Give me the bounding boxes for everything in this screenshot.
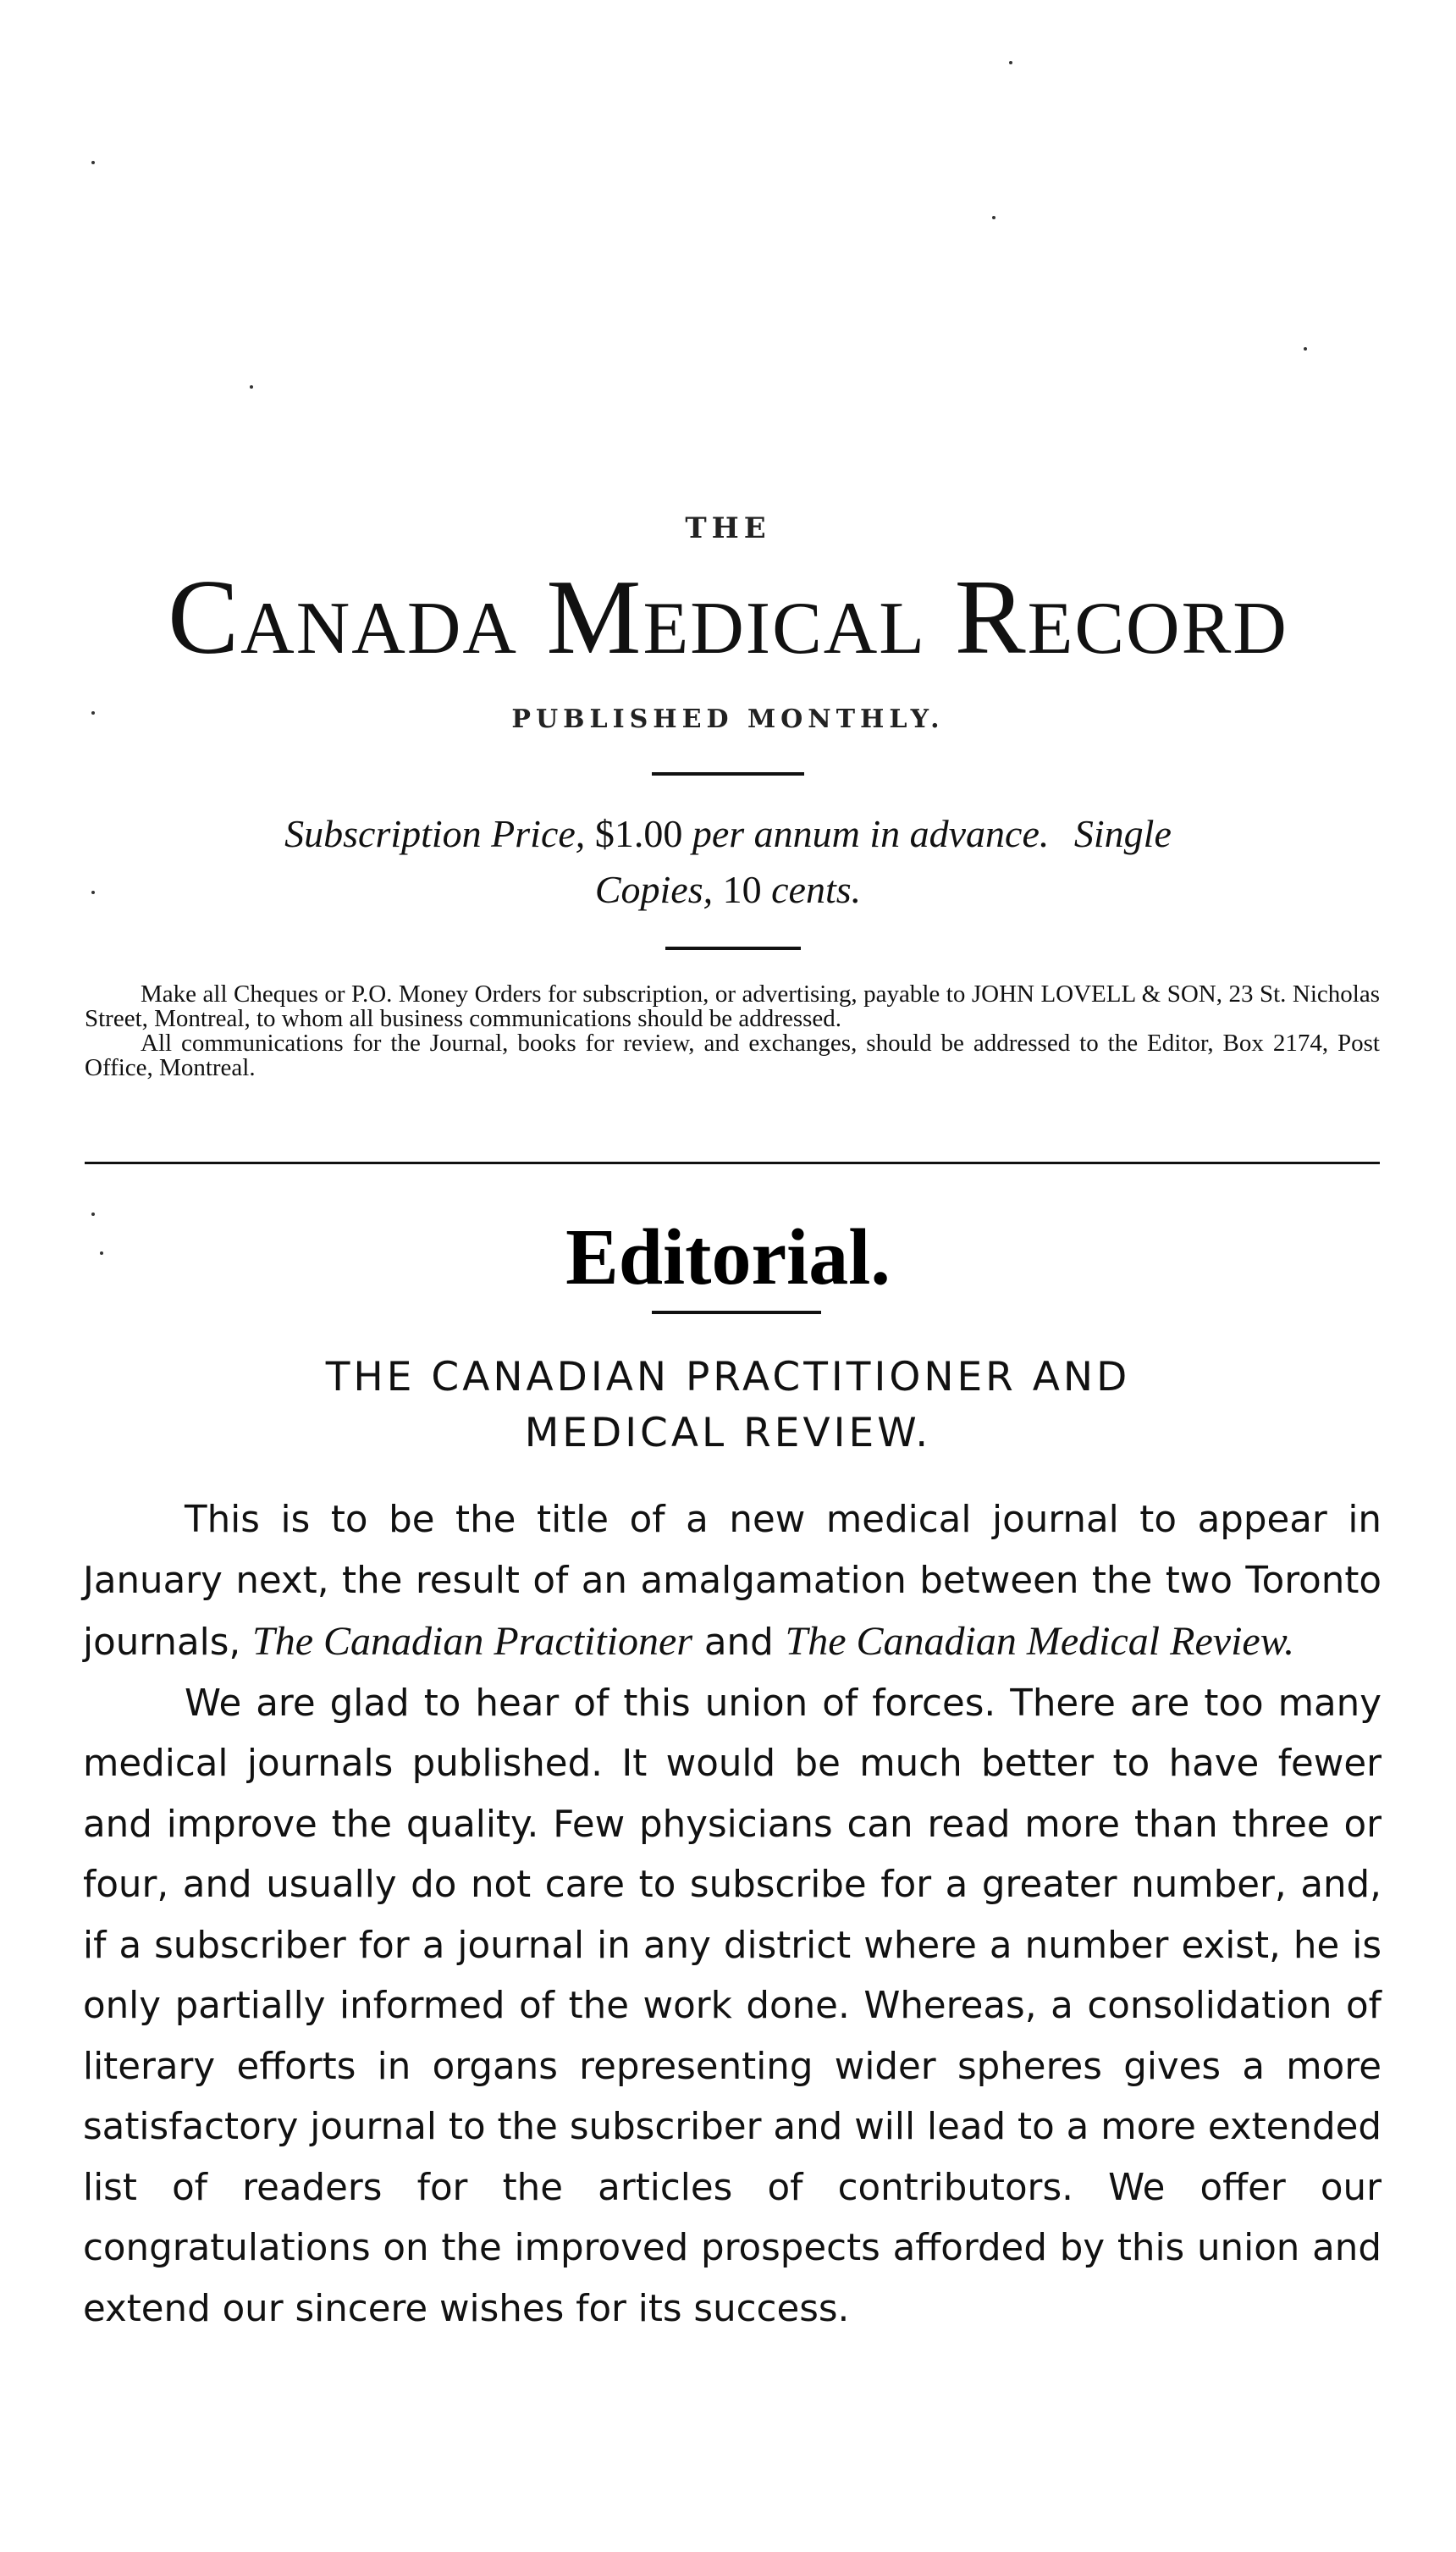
article-title — [127, 1350, 1329, 1461]
subscription-terms: per annum in advance. — [692, 812, 1050, 855]
divider-rule — [652, 1311, 821, 1314]
print-speck — [992, 216, 995, 219]
body-paragraph — [83, 1490, 1382, 1674]
business-notice — [85, 982, 1380, 1080]
single-label: Single — [1073, 812, 1172, 855]
section-title: Editorial. — [565, 1213, 891, 1301]
notice-paragraph: All communications for the Journal, books for review, and exchanges, should be addressed to the Editor, Box 2174, Post Office, Montreal. — [85, 1030, 1380, 1081]
article-body — [83, 1490, 1382, 2339]
masthead-the: THE — [685, 511, 771, 545]
print-speck — [91, 891, 95, 894]
copies-unit: cents. — [771, 868, 862, 911]
divider-rule — [652, 772, 804, 776]
journal-masthead: Canada Medical Record — [168, 559, 1288, 677]
paragraph-text: and — [692, 1621, 786, 1664]
subscription-price: $1.00 — [594, 812, 683, 855]
print-speck — [1304, 347, 1307, 351]
print-speck — [1009, 61, 1012, 64]
notice-paragraph: Make all Cheques or P.O. Money Orders for subscription, or advertising, payable to JOHN LOVELL & SON, 23 St. Nicholas Street, Montreal, to whom all business communications should be addressed. — [85, 980, 1380, 1032]
journal-name: The Canadian Practitioner — [252, 1619, 693, 1664]
article-title-line: THE CANADIAN PRACTITIONER AND — [325, 1354, 1131, 1400]
print-speck — [91, 161, 95, 164]
publication-frequency: PUBLISHED MONTHLY. — [511, 704, 945, 734]
divider-rule — [665, 947, 801, 950]
copies-label: Copies, — [594, 868, 714, 911]
paragraph-text: This is to be the title of a new medical journal to appear in January next, the result of an amalgamation between the two Toronto journals, — [83, 1499, 1382, 1664]
subscription-line — [127, 806, 1329, 918]
section-separator — [85, 1162, 1380, 1164]
article-title-line: MEDICAL REVIEW. — [524, 1410, 932, 1456]
print-speck — [250, 385, 253, 389]
body-paragraph: We are glad to hear of this union of forces. There are too many medical journals published. It would be much better to have fewer and improve the quality. Few physicians can read more than three or four, and usually do not care to subscribe for a greater number, and, if a subscriber for a journal in any district where a number exist, he is only partially informed of the work done. Whereas, a consolidation of literary efforts in organs representing wider spheres gives a more satisfactory journal to the subscriber and will lead to a more extended list of readers for the articles of contributors. We offer our congratulations on the improved prospects afforded by this union and extend our sincere wishes for its success. — [83, 1682, 1382, 2330]
subscription-prefix: Subscription Price, — [284, 812, 586, 855]
journal-name: The Canadian Medical Review. — [785, 1619, 1295, 1664]
copies-price: 10 — [722, 868, 762, 911]
